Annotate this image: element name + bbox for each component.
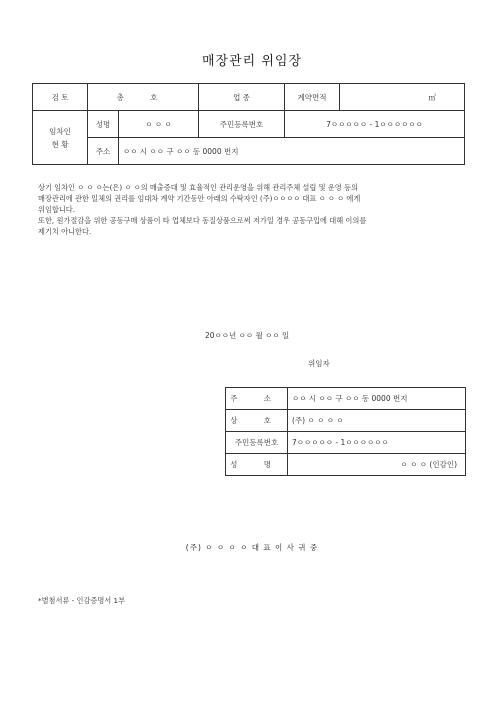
delegator-address-row (226, 388, 466, 410)
tenant-name-label: 성명 (88, 111, 119, 138)
delegation-body (38, 182, 468, 237)
tenant-address-value: ㅇㅇ 시 ㅇㅇ 구 ㅇㅇ 동 0000 번지 (119, 138, 465, 165)
tenant-address-row (33, 138, 465, 165)
body-line: 또한, 원가절감을 위한 공동구매 상품이 타 업체보다 동질상품으로써 저가일 경우 공동구입에 대해 이의를 (38, 216, 367, 225)
business-type-label: 업 종 (199, 84, 285, 111)
store-info-table (32, 83, 465, 165)
body-line: 매장관리에 관한 일체의 권리를 임대차 계약 기간동안 아래의 수탁자인 (주)ㅇㅇㅇㅇ 대표 ㅇ ㅇ ㅇ 에게 (38, 194, 361, 203)
tenant-name-row (33, 111, 465, 138)
delegator-address-label: 주 소 (226, 388, 288, 410)
delegator-id-row (226, 432, 466, 454)
delegator-company-row (226, 410, 466, 432)
contract-area-label: 계약면적 (285, 84, 340, 111)
delegator-table (225, 387, 466, 476)
body-line: 위임합니다. (38, 205, 76, 214)
contract-area-unit: ㎡ (340, 84, 465, 111)
review-label: 검 토 (33, 84, 88, 111)
recipient-line: (주) ㅇ ㅇ ㅇ ㅇ 대 표 이 사 귀 중 (185, 543, 319, 552)
store-info-row (33, 84, 465, 111)
delegator-id-value: 7ㅇㅇㅇㅇㅇ - 1ㅇㅇㅇㅇㅇㅇ (288, 432, 466, 454)
document-date: 20ㅇㅇ년 ㅇㅇ 월 ㅇㅇ 일 (205, 331, 290, 340)
tenant-label-line1: 임차인 (49, 126, 71, 136)
page-title: 매장관리 위임장 (201, 54, 303, 69)
delegator-label: 위임자 (308, 359, 330, 368)
store-name-label: 총 호 (88, 84, 199, 111)
delegator-name-value: ㅇ ㅇ ㅇ (인감인) (288, 454, 466, 476)
attachment-note: *별첨서류 - 인감증명서 1부 (38, 596, 126, 605)
delegator-company-value: (주) ㅇ ㅇ ㅇ ㅇ (288, 410, 466, 432)
tenant-id-value: 7ㅇㅇㅇㅇㅇ - 1ㅇㅇㅇㅇㅇㅇ (285, 111, 465, 138)
delegator-name-label: 성 명 (226, 454, 288, 476)
tenant-status-label (33, 111, 88, 165)
tenant-name-value: ㅇ ㅇ ㅇ (119, 111, 199, 138)
delegator-id-label: 주민등록번호 (226, 432, 288, 454)
delegator-company-label: 상 호 (226, 410, 288, 432)
body-line: 상기 임차인 ㅇ ㅇ ㅇ는(은) ㅇ ㅇ의 매출증대 및 효율적인 관리운영을 위해 관리주체 설립 및 운영 등의 (38, 183, 358, 192)
delegator-address-value: ㅇㅇ 시 ㅇㅇ 구 ㅇㅇ 동 0000 번지 (288, 388, 466, 410)
delegator-name-row (226, 454, 466, 476)
tenant-label-line2: 현 황 (51, 139, 69, 149)
body-line: 제기치 아니한다. (38, 227, 92, 236)
tenant-id-label: 주민등록번호 (199, 111, 285, 138)
tenant-address-label: 주소 (88, 138, 119, 165)
